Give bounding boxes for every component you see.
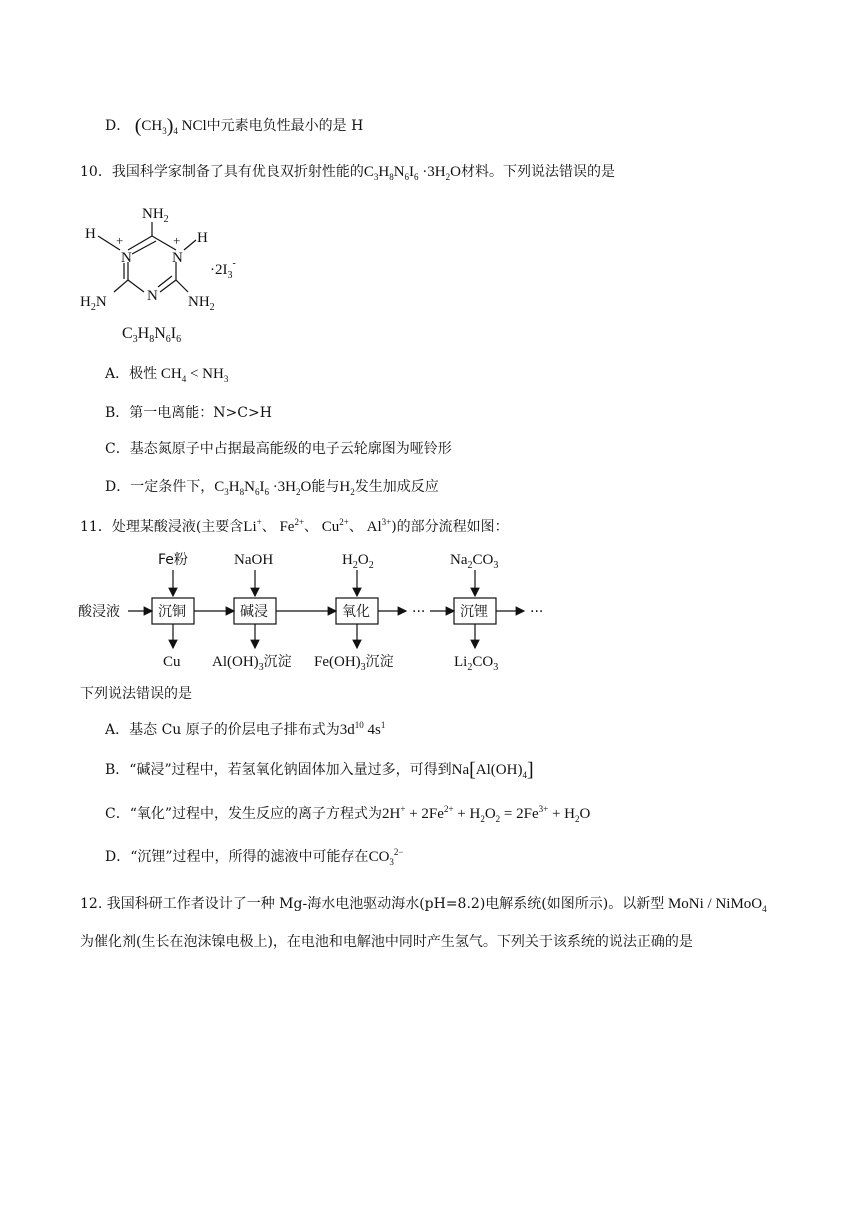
n-right-label: N bbox=[172, 250, 183, 266]
option-text: “氧化”过程中，发生反应的离子方程式为 bbox=[129, 806, 383, 822]
nh2-right-label: $NH_2$ bbox=[188, 294, 215, 313]
stem-prefix: 10．我国科学家制备了具有优良双折射性能的 bbox=[80, 164, 364, 180]
q11-lead: 下列说法错误的是 bbox=[80, 686, 192, 702]
option-text: 第一电离能：N>C>H bbox=[129, 405, 272, 421]
process-flow-diagram bbox=[76, 548, 576, 674]
option-text: 基态 Cu 原子的价层电子排布式为 bbox=[129, 722, 340, 738]
h-left-label: H bbox=[85, 226, 96, 242]
formula-ionic-equation: $2H^+ + 2Fe^{2+} + H_2O_2 = 2Fe^{3+} + H_2O$ bbox=[382, 804, 591, 824]
q10-option-a bbox=[105, 364, 228, 384]
reagent-naoh: NaOH bbox=[234, 552, 274, 568]
q11-option-c bbox=[105, 804, 590, 824]
formula-moni: MoNi / NiMoO$_4$ bbox=[664, 896, 767, 914]
reagent-na2co3: $Na_2CO_3$ bbox=[450, 552, 499, 571]
formula-c3h8n6i6: $C_3H_8N_6I_6 \cdot 3H_2O$ bbox=[363, 164, 461, 182]
q11-option-a bbox=[105, 720, 385, 740]
option-label: C． bbox=[105, 441, 130, 457]
formula-h2: $H_2$ bbox=[339, 479, 355, 497]
option-label: D． bbox=[105, 849, 131, 865]
formula-c3h8n6i6: $C_3H_8N_6I_6 \cdot 3H_2O$ bbox=[214, 479, 312, 497]
flow-step-4: 沉锂 bbox=[460, 604, 488, 620]
option-label: D． bbox=[105, 479, 131, 495]
formula-ch4-nh3: $CH_4 < NH_3$ bbox=[157, 366, 229, 384]
ion-cu2: $Cu^{2+}$ bbox=[318, 517, 349, 535]
q11-option-d bbox=[105, 847, 403, 867]
option-text: “碱浸”过程中，若氢氧化钠固体加入量过多，可得到 bbox=[129, 762, 452, 778]
stem-suffix: 材料。下列说法错误的是 bbox=[460, 164, 615, 180]
q11-option-b bbox=[105, 760, 534, 780]
structure-caption: $C_3H_8N_6I_6$ bbox=[122, 325, 182, 345]
product-feoh3: $Fe(OH)_3$沉淀 bbox=[314, 654, 394, 673]
plus-right: + bbox=[173, 233, 181, 248]
reagent-fe: Fe粉 bbox=[158, 552, 188, 568]
option-text: 极性 bbox=[129, 366, 158, 382]
reagent-h2o2: $H_2O_2$ bbox=[342, 552, 374, 571]
formula-ch3-4-ncl: $(CH_3)_4$ NCl bbox=[134, 115, 207, 137]
option-text: 基态氮原子中占据最高能级的电子云轮廓图为哑铃形 bbox=[129, 441, 452, 457]
counter-ion-label: $\cdot 2I_3^-$ bbox=[210, 258, 236, 281]
ion-fe2: $Fe^{2+}$ bbox=[275, 517, 305, 535]
option-text-3: 发生加成反应 bbox=[354, 479, 439, 495]
flow-ellipsis-1: ··· bbox=[412, 604, 426, 620]
q10-option-d bbox=[105, 477, 439, 497]
product-aloh3: $Al(OH)_3$沉淀 bbox=[212, 654, 292, 673]
triazine-structure-diagram bbox=[72, 200, 272, 348]
h2n-left-label: $H_2N$ bbox=[80, 294, 107, 313]
q9-option-d bbox=[105, 116, 363, 136]
q10-option-b bbox=[105, 403, 272, 423]
q10-stem bbox=[80, 162, 615, 182]
q11-stem: 11．处理某酸浸液(主要含Li+、 $Fe^{2+}$、 $Cu^{2+}$、 $Al^{3+}$)的部分流程如图： bbox=[80, 517, 509, 535]
option-text: 一定条件下， bbox=[130, 479, 215, 495]
option-label: C． bbox=[105, 806, 130, 822]
option-label: A． bbox=[105, 722, 130, 738]
option-text-2: 能与 bbox=[311, 479, 340, 495]
product-li2co3: $Li_2CO_3$ bbox=[454, 654, 499, 673]
option-label: B． bbox=[105, 762, 130, 778]
formula-co3: $CO_3^{2-}$ bbox=[368, 847, 404, 867]
formula-na-aloh4: $Na[Al(OH)_4]$ bbox=[451, 759, 534, 781]
q12-stem-line2: 为催化剂(生长在泡沫镍电极上)，在电池和电解池中同时产生氢气。下列关于该系统的说法正确的是 bbox=[80, 934, 693, 950]
flow-start: 酸浸液 bbox=[78, 604, 120, 620]
ion-li: Li+ bbox=[243, 517, 262, 535]
h-right-label: H bbox=[197, 230, 208, 246]
product-cu: Cu bbox=[163, 654, 181, 670]
option-text: “沉锂”过程中，所得的滤液中可能存在 bbox=[130, 849, 369, 865]
option-label: B． bbox=[105, 405, 130, 421]
nh2-top-label: $NH_2$ bbox=[142, 206, 169, 225]
stem-suffix: )的部分流程如图： bbox=[391, 519, 509, 535]
option-label: D． bbox=[105, 118, 131, 134]
ion-al3: $Al^{3+}$ bbox=[362, 517, 392, 535]
formula-cu-config: $3d^{10}$ $4s^1$ bbox=[339, 720, 386, 738]
q10-option-c bbox=[105, 439, 452, 459]
option-text: 中元素电负性最小的是 H bbox=[206, 118, 364, 134]
flow-step-3: 氧化 bbox=[342, 604, 370, 620]
q12-stem-line1 bbox=[80, 894, 767, 914]
stem-prefix: 11．处理某酸浸液(主要含 bbox=[80, 519, 244, 535]
q12-line1: 12. 我国科研工作者设计了一种 Mg-海水电池驱动海水(pH=8.2)电解系统(如图所示)。以新型 bbox=[80, 896, 665, 912]
flow-step-2: 碱浸 bbox=[240, 604, 268, 620]
flow-ellipsis-2: ··· bbox=[530, 604, 544, 620]
option-label: A． bbox=[105, 366, 130, 382]
n-bottom-label: N bbox=[147, 288, 158, 304]
n-left-label: N bbox=[121, 250, 132, 266]
plus-left: + bbox=[116, 233, 124, 248]
flow-step-1: 沉铜 bbox=[158, 604, 186, 620]
